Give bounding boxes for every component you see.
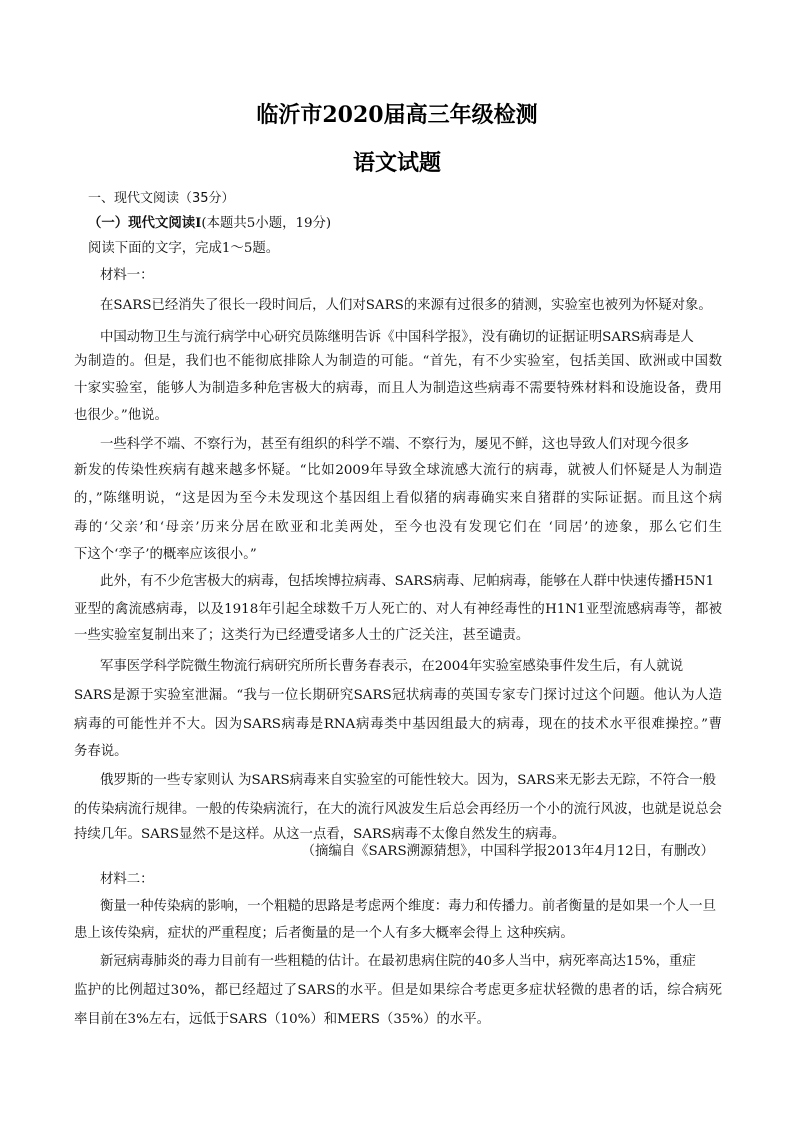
exam-subtitle: 语文试题: [352, 150, 441, 176]
material2-label: 材料二：: [100, 872, 154, 887]
material1-line: 病毒的可能性并不大。因为SARS病毒是RNA病毒类中基因组最大的病毒，现在的技术水平很难操控。”曹: [74, 717, 722, 732]
material1-line: 此外，有不少危害极大的病毒，包括埃博拉病毒、SARS病毒、尼帕病毒，能够在人群中快速传播H5N1: [100, 574, 715, 589]
part-note: (本题共5小题，19分): [201, 216, 332, 231]
part-heading: [88, 214, 331, 233]
material1-line: 一些科学不端、不察行为，甚至有组织的科学不端、不察行为，屡见不鲜，这也导致人们对现今很多: [100, 437, 690, 452]
material2-line: 衡量一种传染病的影响，一个粗糙的思路是考虑两个维度：毒力和传播力。前者衡量的是如果一个人一旦: [100, 899, 716, 914]
material1-line: 俄罗斯的一些专家则认 为SARS病毒来自实验室的可能性较大。因为，SARS来无影去无踪，不符合一般: [100, 773, 717, 788]
material1-line: 在SARS已经消失了很长一段时间后，人们对SARS的来源有过很多的猜测，实验室也被列为怀疑对象。: [100, 298, 712, 313]
material1-label: 材料一：: [100, 268, 154, 283]
material1-line: 为制造的。但是，我们也不能彻底排除人为制造的可能。“首先，有不少实验室，包括美国、欧洲或中国数: [74, 354, 722, 369]
material1-line: 新发的传染性疾病有越来越多怀疑。“比如2009年导致全球流感大流行的病毒，就被人们怀疑是人为制造: [74, 463, 722, 478]
material1-line: 的传染病流行规律。一般的传染病流行，在大的流行风波发生后总会再经历一个小的流行风波，也就是说总会: [74, 802, 722, 817]
material1-line: SARS是源于实验室泄漏。“我与一位长期研究SARS冠状病毒的英国专家专门探讨过这个问题。他认为人造: [74, 688, 722, 703]
material1-line: 持续几年。SARS显然不是这样。从这一点看，SARS病毒不太像自然发生的病毒。: [74, 827, 566, 842]
material1-line: 务春说。: [74, 744, 128, 759]
exam-title: 临沂市2020届高三年级检测: [256, 102, 538, 128]
material1-line: 毒的‘父亲’和‘母亲’历来分居在欧亚和北美两处，至今也没有发现它们在 ‘同居’的迹象，那么它们生: [74, 520, 722, 535]
material1-line: 的，”陈继明说，“这是因为至今未发现这个基因组上看似猪的病毒确实来自猪群的实际证据。而且这个病: [74, 491, 722, 506]
material1-line: 中国动物卫生与流行病学中心研究员陈继明告诉《中国科学报》，没有确切的证据证明SARS病毒是人: [100, 330, 694, 345]
material1-line: 一些实验室复制出来了；这类行为已经遭受诸多人士的广泛关注，甚至谴责。: [74, 628, 530, 643]
section-heading: 一、现代文阅读（35分）: [88, 191, 235, 206]
material1-line: 亚型的禽流感病毒，以及1918年引起全球数千万人死亡的、对人有神经毒性的H1N1亚型流感病毒等，都被: [74, 602, 722, 617]
material2-line: 新冠病毒肺炎的毒力目前有一些粗糙的估计。在最初患病住院的40多人当中，病死率高达15%，重症: [100, 954, 696, 969]
material1-source: （摘编自《SARS溯源猜想》，中国科学报2013年4月12日，有删改）: [301, 844, 714, 859]
instruction: 阅读下面的文字，完成1～5题。: [88, 241, 280, 256]
material1-line: 十家实验室，能够人为制造多种危害极大的病毒，而且人为制造这些病毒不需要特殊材料和设施设备，费用: [74, 381, 722, 396]
part-label: （一）现代文阅读Ⅰ: [88, 215, 202, 231]
material1-line: 也很少。”他说。: [74, 408, 168, 423]
material2-line: 率目前在3%左右，远低于SARS（10%）和MERS（35%）的水平。: [74, 1012, 491, 1027]
material2-line: 监护的比例超过30%，都已经超过了SARS的水平。但是如果综合考虑更多症状轻微的患者的话，综合病死: [74, 983, 722, 998]
material1-line: 下这个‘孪子’的概率应该很小。”: [74, 547, 257, 562]
material1-line: 军事医学科学院微生物流行病研究所所长曹务春表示，在2004年实验室感染事件发生后，有人就说: [100, 659, 684, 674]
material2-line: 患上该传染病，症状的严重程度；后者衡量的是一个人有多大概率会得上 这种疾病。: [74, 926, 574, 941]
